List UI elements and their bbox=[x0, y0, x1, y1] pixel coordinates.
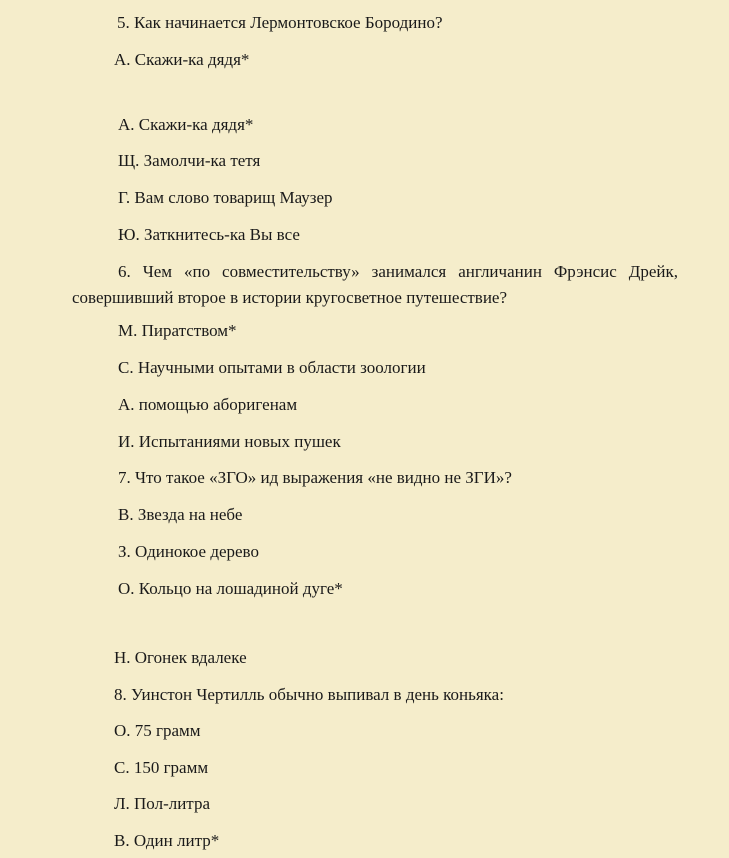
question-6: 6. Чем «по совместительству» занимался англичанин Фрэнсис Дрейк, совершивший второе в истории кругосветное путешествие? bbox=[72, 262, 678, 307]
question-5-answer: А. Скажи-ка дядя* bbox=[114, 50, 250, 69]
question-6-option-d: И. Испытаниями новых пушек bbox=[118, 432, 341, 451]
question-7-option-b: З. Одинокое дерево bbox=[118, 542, 259, 561]
question-5-option-c: Г. Вам слово товарищ Маузер bbox=[118, 188, 333, 207]
question-7-option-d: Н. Огонек вдалеке bbox=[114, 648, 247, 667]
question-5-option-a: А. Скажи-ка дядя* bbox=[118, 115, 254, 134]
question-5: 5. Как начинается Лермонтовское Бородино? bbox=[117, 13, 443, 32]
question-6-option-a: М. Пиратством* bbox=[118, 321, 237, 340]
question-6-option-b: С. Научными опытами в области зоологии bbox=[118, 358, 426, 377]
question-7-option-a: В. Звезда на небе bbox=[118, 505, 243, 524]
question-8-option-c: Л. Пол-литра bbox=[114, 794, 210, 813]
question-5-option-b: Щ. Замолчи-ка тетя bbox=[118, 151, 261, 170]
question-6-option-c: А. помощью аборигенам bbox=[118, 395, 298, 414]
question-8-option-d: В. Один литр* bbox=[114, 831, 220, 850]
question-7: 7. Что такое «ЗГО» ид выражения «не видно не ЗГИ»? bbox=[118, 468, 512, 487]
question-8: 8. Уинстон Чертилль обычно выпивал в день коньяка: bbox=[114, 685, 504, 704]
question-7-option-c: О. Кольцо на лошадиной дуге* bbox=[118, 579, 343, 598]
question-8-option-b: С. 150 грамм bbox=[114, 758, 209, 777]
question-5-option-d: Ю. Заткнитесь-ка Вы все bbox=[118, 225, 300, 244]
question-8-option-a: О. 75 грамм bbox=[114, 721, 201, 740]
